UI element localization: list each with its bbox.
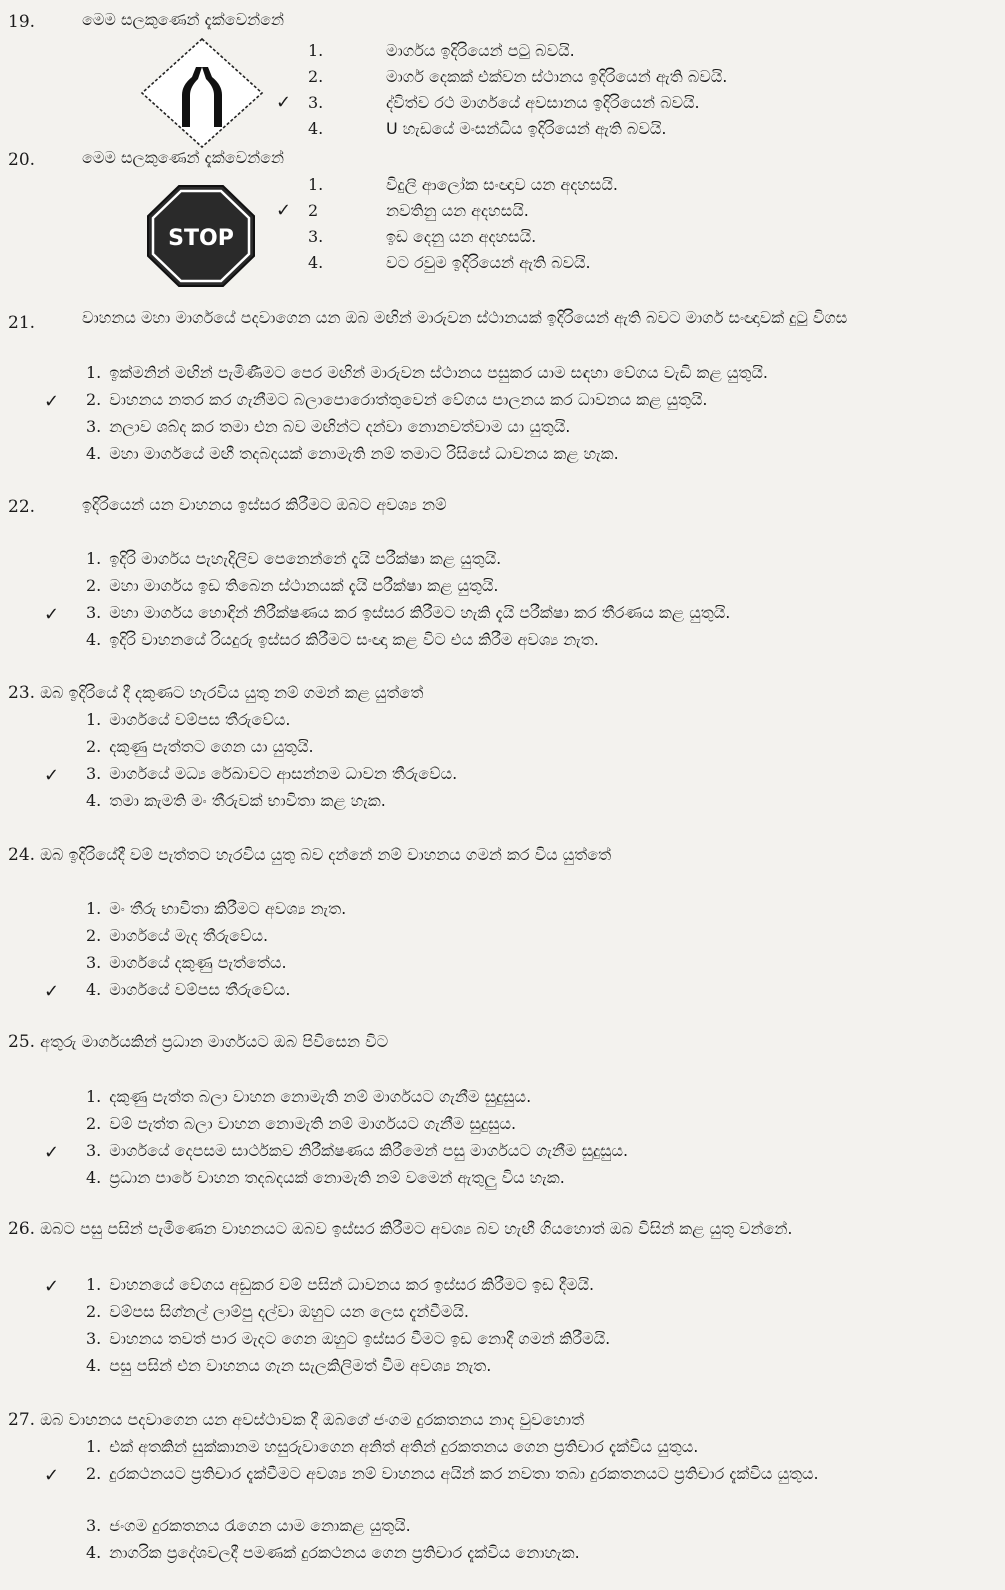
option-text: පසු පසින් එන වාහනය ගැන සැලකිලිමත් වීම අවශ්‍ය නැත. bbox=[109, 1356, 492, 1375]
option-number: 2. bbox=[86, 576, 102, 595]
question-header bbox=[8, 842, 611, 868]
option-number: 4. bbox=[86, 444, 102, 463]
option-number: 4. bbox=[86, 1168, 102, 1187]
option-text: මාර්ග දෙකක් එක්වන ස්ථානය ඉදිරියෙන් ඇති බවයි. bbox=[386, 67, 728, 86]
correct-tick-icon: ✓ bbox=[44, 1142, 60, 1163]
question-number: 20. bbox=[8, 150, 36, 170]
option-text: වාහනය තවත් පාර මැදට ගෙන ඔහුට ඉස්සර වීමට ඉඩ නොදී ගමන් කිරීමයි. bbox=[109, 1329, 611, 1348]
option-row bbox=[86, 896, 346, 922]
question-header bbox=[8, 1029, 388, 1055]
option-text: දකුණු පැත්තට ගෙන යා යුතුයි. bbox=[109, 737, 314, 756]
option-text: නවතිනු යන අදහසයි. bbox=[386, 201, 529, 220]
question-number: 22. bbox=[8, 497, 36, 517]
option-text: මාර්ගයේ වම්පස තීරුවේය. bbox=[109, 710, 291, 729]
question-stem: වාහනය මහා මාර්ගයේ පදවාගෙන යන ඔබ මඟින් මාරුවන ස්ථානයක් ඉදිරියෙන් ඇති බවට මාර්ග සංඥාවක් දුටු විගස bbox=[82, 308, 848, 327]
option-row bbox=[86, 707, 290, 733]
option-row bbox=[86, 441, 619, 467]
stop-sign-label: STOP bbox=[168, 226, 234, 251]
option-text: වම්පස සිග්නල් ලාම්පු දල්වා ඔහුට යන ලෙස දැන්වීමයි. bbox=[109, 1302, 469, 1321]
option-row bbox=[86, 600, 730, 626]
option-number: 4. bbox=[308, 119, 324, 138]
question-number: 27. bbox=[8, 1410, 36, 1430]
option-text: නලාව ශබ්ද කර තමා එන බව මඟින්ට දන්වා නොනවත්වාම යා යුතුයි. bbox=[109, 417, 571, 436]
question-stem: ඔබ ඉදිරියේ දී දකුණට හැරවිය යුතු නම් ගමන් කළ යුත්තේ bbox=[40, 683, 424, 702]
option-number: 1. bbox=[86, 1275, 102, 1294]
option-number: 2. bbox=[86, 926, 102, 945]
option-number: 3. bbox=[308, 227, 324, 246]
correct-tick-icon: ✓ bbox=[44, 604, 60, 625]
option-row bbox=[86, 788, 386, 814]
option-number: 4. bbox=[308, 253, 324, 272]
option-row bbox=[86, 1326, 610, 1352]
correct-tick-icon: ✓ bbox=[44, 1276, 60, 1297]
option-row bbox=[86, 1272, 594, 1298]
question-stem: ඉදිරියෙන් යන වාහනය ඉස්සර කිරීමට ඔබට අවශ්‍ය නම් bbox=[82, 495, 447, 514]
option-row bbox=[86, 761, 457, 787]
option-row bbox=[86, 387, 708, 413]
option-text: තමා කැමති මං තීරුවක් භාවිතා කළ හැක. bbox=[109, 791, 386, 810]
option-row bbox=[86, 1138, 628, 1164]
question-header bbox=[8, 680, 423, 706]
option-row bbox=[86, 1434, 698, 1460]
option-text: ප්‍රධාන පාරේ වාහන තදබදයක් නොමැති නම් වමෙන් ඇතුලු විය හැක. bbox=[109, 1168, 565, 1187]
correct-tick-icon: ✓ bbox=[44, 1465, 60, 1486]
option-text: මාර්ගයේ වම්පස තීරුවේය. bbox=[109, 980, 291, 999]
question-stem: අතුරු මාර්ගයකින් ප්‍රධාන මාර්ගයට ඔබ පිවිසෙන විට bbox=[40, 1032, 389, 1051]
option-text: මාර්ගයේ මැද තීරුවේය. bbox=[109, 926, 269, 945]
correct-tick-icon: ✓ bbox=[276, 200, 292, 221]
stop-sign-icon bbox=[146, 184, 256, 288]
option-row bbox=[86, 734, 314, 760]
option-number: 4. bbox=[86, 1543, 102, 1562]
option-text: එක් අතකින් සුක්කානම හසුරුවාගෙන අනිත් අතින් දුරකතනය ගෙන ප්‍රතිචාර දැක්විය යුතුය. bbox=[109, 1437, 699, 1456]
question-number: 23. bbox=[8, 683, 36, 703]
option-row bbox=[86, 977, 290, 1003]
option-number: 1. bbox=[86, 1087, 102, 1106]
correct-tick-icon: ✓ bbox=[44, 765, 60, 786]
option-number: 4. bbox=[86, 1356, 102, 1375]
option-number: 1. bbox=[86, 1437, 102, 1456]
option-number: 1. bbox=[86, 899, 102, 918]
option-row bbox=[86, 1513, 411, 1539]
question-stem: ඔබට පසු පසින් පැමිණෙන වාහනයට ඔබව ඉස්සර කිරීමට අවශ්‍ය බව හැඟී ගියහොත් ඔබ විසින් කළ යුතු වන්නේ. bbox=[40, 1219, 793, 1238]
correct-tick-icon: ✓ bbox=[44, 391, 60, 412]
option-number: 1. bbox=[86, 710, 102, 729]
question-stem: ඔබ වාහනය පදවාගෙන යන අවස්ථාවක දී ඔබගේ ජංගම දුරකතනය නාද වුවහොත් bbox=[40, 1410, 585, 1429]
option-text: විදුලි ආලෝක සංඥාව යන අදහසයි. bbox=[386, 175, 619, 194]
option-text: දකුණු පැත්ත බලා වාහන නොමැති නම් මාර්ගයට ගැනීම සුදුසුය. bbox=[109, 1087, 532, 1106]
option-number: 3. bbox=[86, 953, 102, 972]
option-text: ඉක්මනින් මඟින් පැමිණීමට පෙර මඟින් මාරුවන ස්ථානය පසුකර යාම සඳහා වේගය වැඩි කළ යුතුයි. bbox=[109, 363, 768, 382]
option-text: මාර්ගය ඉදිරියෙන් පටු බවයි. bbox=[386, 41, 575, 60]
option-text: වට රවුම ඉදිරියෙන් ඇති බවයි. bbox=[386, 253, 591, 272]
option-text: වම් පැත්ත බලා වාහන නොමැති නම් මාර්ගයට ගැනීම සුදුසුය. bbox=[109, 1114, 517, 1133]
question-number: 19. bbox=[8, 12, 36, 32]
option-text: වාහනය නතර කර ගැනීමට බලාපොරොත්තුවෙන් වේගය පාලනය කර ධාවනය කළ යුතුයි. bbox=[109, 390, 708, 409]
option-row bbox=[86, 546, 501, 572]
option-number: 3. bbox=[86, 1141, 102, 1160]
option-text: මහා මාර්ගයේ මඟී තදබදයක් නොමැති නම් තමාට රිසිසේ ධාවනය කළ හැක. bbox=[109, 444, 619, 463]
option-row bbox=[86, 1084, 531, 1110]
option-number: 1. bbox=[86, 363, 102, 382]
option-number: 3. bbox=[86, 603, 102, 622]
question-number: 26. bbox=[8, 1219, 36, 1239]
question-header bbox=[8, 1216, 983, 1242]
option-text: මං තීරු භාවිතා කිරීමට අවශ්‍ය නැත. bbox=[109, 899, 347, 918]
question-stem: ඔබ ඉදිරියේදී වම් පැත්තට හැරවිය යුතු බව දන්නේ නම් වාහනය ගමන් කර විය යුත්තේ bbox=[40, 845, 612, 864]
option-number: 2. bbox=[308, 67, 324, 86]
option-text: මාර්ගයේ මධ්‍ය රේඛාවට ආසන්නම ධාවන තීරුවේය. bbox=[109, 764, 458, 783]
question-number: 24. bbox=[8, 845, 36, 865]
correct-tick-icon: ✓ bbox=[276, 92, 292, 113]
option-text: මහා මාර්ගය හොඳින් නිරීක්ෂණය කර ඉස්සර කිරීමට හැකි දැයි පරීක්ෂා කර තීරණය කළ යුතුයි. bbox=[109, 603, 731, 622]
option-text: ද්විත්ව රථ මාර්ගයේ අවසානය ඉදිරියෙන් බවයි. bbox=[386, 93, 700, 112]
option-number: 2. bbox=[86, 1464, 102, 1483]
option-row bbox=[86, 1111, 516, 1137]
option-text: මහා මාර්ගය ඉඩ තිබෙන ස්ථානයක් දැයි පරීක්ෂා කළ යුතුයි. bbox=[109, 576, 499, 595]
option-number: 3. bbox=[86, 1516, 102, 1535]
option-row bbox=[86, 1353, 491, 1379]
option-row bbox=[86, 627, 599, 653]
question-number: 25. bbox=[8, 1032, 36, 1052]
question-header bbox=[8, 1407, 584, 1433]
option-text: මාර්ගයේ දෙපසම සාර්ථකව නිරීක්ෂණය කිරීමෙන් පසු මාර්ගයට ගැනීම සුදුසුය. bbox=[109, 1141, 629, 1160]
option-row bbox=[86, 1540, 580, 1566]
option-text: ඉදිරි මාර්ගය පැහැදිලිව පෙනෙන්නේ දැයි පරීක්ෂා කළ යුතුයි. bbox=[109, 549, 502, 568]
option-number: 2. bbox=[86, 1302, 102, 1321]
option-number: 2 bbox=[308, 201, 319, 220]
option-text: දුරකථනයට ප්‍රතිචාර දැක්වීමට අවශ්‍ය නම් වාහනය අයින් කර නවතා තබා දුරකතනයට ප්‍රතිචාර දැක්විය යුතුය. bbox=[109, 1464, 819, 1483]
option-text: ඉඩ දෙනු යන අදහසයි. bbox=[386, 227, 537, 246]
option-row bbox=[86, 923, 268, 949]
option-number: 2. bbox=[86, 1114, 102, 1133]
option-number: 1. bbox=[308, 175, 324, 194]
option-text: මාර්ගයේ දකුණු පැත්තේය. bbox=[109, 953, 287, 972]
correct-tick-icon: ✓ bbox=[44, 981, 60, 1002]
option-number: 4. bbox=[86, 980, 102, 999]
option-row bbox=[86, 1461, 981, 1487]
option-number: 2. bbox=[86, 737, 102, 756]
option-text: ඉදිරි වාහනයේ රියදුරු ඉස්සර කිරීමට සංඥා කළ විට එය කිරීම අවශ්‍ය නැත. bbox=[109, 630, 599, 649]
option-number: 3. bbox=[86, 764, 102, 783]
option-number: 3. bbox=[86, 1329, 102, 1348]
option-row bbox=[86, 1299, 469, 1325]
option-number: 2. bbox=[86, 390, 102, 409]
option-text: නාගරික ප්‍රදේශවලදී පමණක් දුරකථනය ගෙන ප්‍රතිචාර දැක්විය නොහැක. bbox=[109, 1543, 580, 1562]
option-row bbox=[86, 414, 570, 440]
option-row bbox=[86, 1165, 565, 1191]
option-number: 3. bbox=[86, 417, 102, 436]
option-number: 4. bbox=[86, 791, 102, 810]
merge-road-sign-icon bbox=[140, 37, 264, 149]
option-number: 3. bbox=[308, 93, 324, 112]
question-number: 21. bbox=[8, 313, 36, 333]
option-number: 4. bbox=[86, 630, 102, 649]
option-number: 1. bbox=[86, 549, 102, 568]
question-stem: මෙම සලකුණෙන් දැක්වෙන්නේ bbox=[82, 148, 285, 167]
option-row bbox=[86, 360, 986, 386]
option-text: U හැඩයේ මංසන්ධිය ඉදිරියෙන් ඇති බවයි. bbox=[386, 119, 667, 138]
question-stem: මෙම සලකුණෙන් දැක්වෙන්නේ bbox=[82, 10, 285, 29]
option-text: ජංගම දුරකතනය රැගෙන යාම නොකළ යුතුයි. bbox=[109, 1516, 411, 1535]
option-row bbox=[86, 573, 498, 599]
option-text: වාහනයේ වේගය අඩුකර වම් පසින් ධාවනය කර ඉස්සර කිරීමට ඉඩ දීමයි. bbox=[109, 1275, 595, 1294]
option-row bbox=[86, 950, 287, 976]
option-number: 1. bbox=[308, 41, 324, 60]
